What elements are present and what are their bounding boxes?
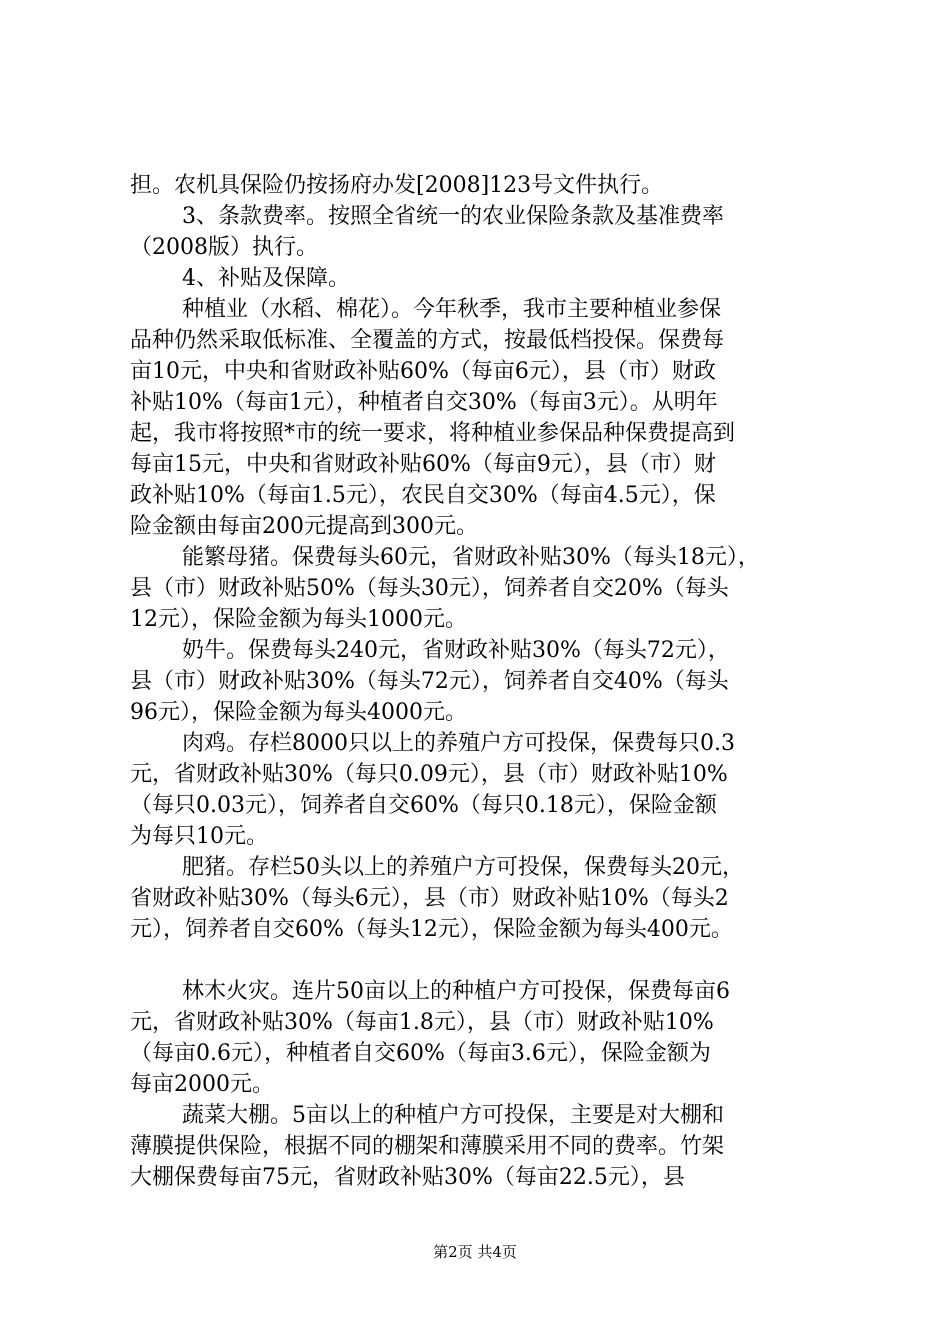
text-line: 担。农机具保险仍按扬府办发[2008]123号文件执行。 bbox=[130, 173, 664, 198]
text-line: （每亩0.6元），种植者自交60%（每亩3.6元），保险金额为 bbox=[130, 1041, 711, 1066]
text-line: 亩10元，中央和省财政补贴60%（每亩6元），县（市）财政 bbox=[130, 359, 716, 384]
text-line: （每只0.03元），饲养者自交60%（每只0.18元），保险金额 bbox=[130, 793, 717, 818]
text-line: 县（市）财政补贴30%（每头72元），饲养者自交40%（每头 bbox=[130, 669, 729, 694]
text-line: 元，省财政补贴30%（每只0.09元），县（市）财政补贴10% bbox=[130, 762, 728, 787]
text-line: 品种仍然采取低标准、全覆盖的方式，按最低档投保。保费每 bbox=[130, 328, 725, 353]
text-line: 种植业（水稻、棉花）。今年秋季，我市主要种植业参保 bbox=[182, 297, 722, 322]
text-line: 4、补贴及保障。 bbox=[182, 266, 350, 291]
text-line: 补贴10%（每亩1元），种植者自交30%（每亩3元）。从明年 bbox=[130, 390, 718, 415]
text-line: 肥猪。存栏50头以上的养殖户方可投保，保费每头20元， bbox=[182, 855, 744, 880]
text-line: 林木火灾。连片50亩以上的种植户方可投保，保费每亩6 bbox=[182, 979, 730, 1004]
text-line: 每亩15元，中央和省财政补贴60%（每亩9元），县（市）财 bbox=[130, 452, 716, 477]
text-line: 县（市）财政补贴50%（每头30元），饲养者自交20%（每头 bbox=[130, 576, 729, 601]
text-line: 蔬菜大棚。5亩以上的种植户方可投保，主要是对大棚和 bbox=[182, 1103, 724, 1128]
text-line: 肉鸡。存栏8000只以上的养殖户方可投保，保费每只0.3 bbox=[182, 731, 735, 756]
text-line: 省财政补贴30%（每头6元），县（市）财政补贴10%（每头2 bbox=[130, 886, 729, 911]
blank-line bbox=[130, 945, 835, 976]
text-line: 元），饲养者自交60%（每头12元），保险金额为每头400元。 bbox=[130, 917, 733, 942]
text-line: 每亩2000元。 bbox=[130, 1072, 274, 1097]
text-line: 奶牛。保费每头240元，省财政补贴30%（每头72元）， bbox=[182, 638, 730, 663]
text-line: 险金额由每亩200元提高到300元。 bbox=[130, 514, 478, 539]
text-line: 起，我市将按照*市的统一要求，将种植业参保品种保费提高到 bbox=[130, 421, 736, 446]
text-line: 12元），保险金额为每头1000元。 bbox=[130, 607, 467, 632]
text-line: 政补贴10%（每亩1.5元），农民自交30%（每亩4.5元），保 bbox=[130, 483, 716, 508]
text-line: 3、条款费率。按照全省统一的农业保险条款及基准费率 bbox=[182, 204, 724, 229]
body-text bbox=[130, 170, 835, 1193]
text-line: 大棚保费每亩75元，省财政补贴30%（每亩22.5元），县 bbox=[130, 1165, 685, 1190]
text-line: 96元），保险金额为每头4000元。 bbox=[130, 700, 467, 725]
text-line: 薄膜提供保险，根据不同的棚架和薄膜采用不同的费率。竹架 bbox=[130, 1134, 725, 1159]
text-line: 能繁母猪。保费每头60元，省财政补贴30%（每头18元）， bbox=[182, 545, 760, 570]
text-line: （2008版）执行。 bbox=[130, 235, 318, 260]
page-footer: 第2页 共4页 bbox=[433, 1243, 517, 1261]
text-line: 为每只10元。 bbox=[130, 824, 268, 849]
text-line: 元，省财政补贴30%（每亩1.8元），县（市）财政补贴10% bbox=[130, 1010, 714, 1035]
